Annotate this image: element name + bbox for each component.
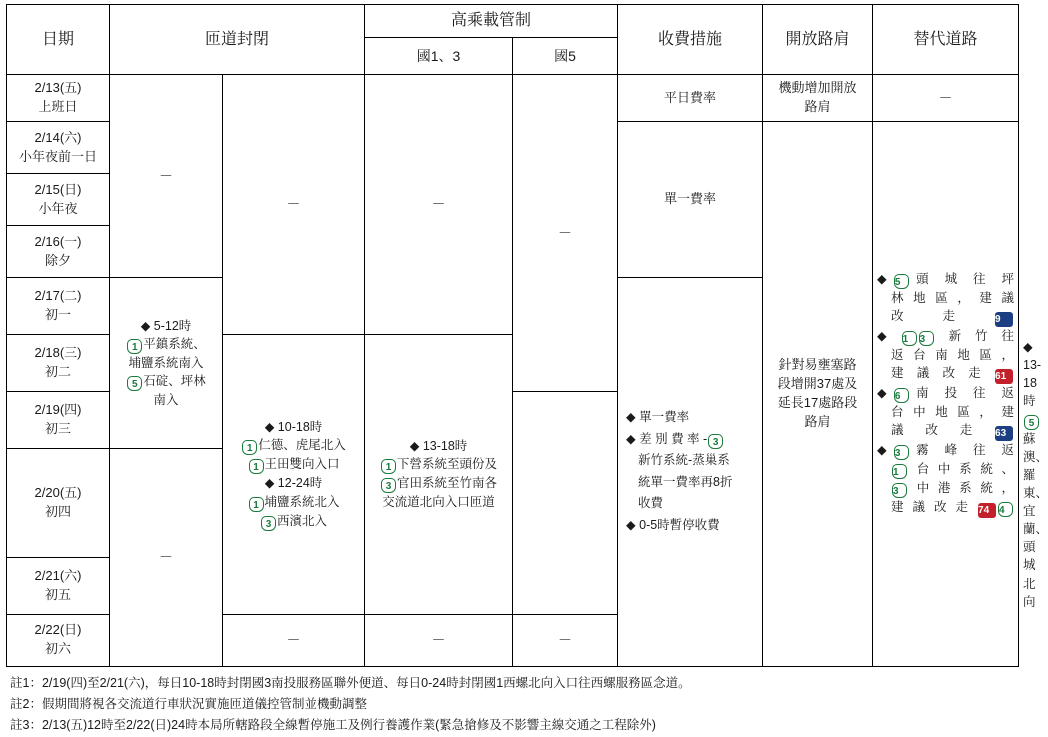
- hov1-top: －: [365, 75, 513, 335]
- footnote-2: 註2：假期間將視各交流道行車狀況實施匝道儀控管制並機動調整: [10, 697, 367, 711]
- footnote-1: 註1：2/19(四)至2/21(六)，每日10-18時封閉國3南投服務區聯外便道、每日0-24時封閉國1西螺北向入口往西螺服務區念道。: [10, 675, 691, 690]
- provincial-route-63-icon: 63: [995, 426, 1013, 441]
- alt-item-3: ◆ 6 南 投 往 返 台 中 地 區 ， 建 議改走63: [877, 385, 1015, 440]
- header-ramp-closure: 匝道封閉: [110, 5, 365, 75]
- row-date-cell: 2/22(日) 初六: [7, 614, 110, 666]
- alternate-route-list: [873, 122, 1019, 667]
- footnotes: [6, 673, 1018, 737]
- footnote-3: 註3：2/13(五)12時至2/22(日)24時本局所轄路段全線暫停施工及例行養護作業(緊急搶修及不影響主線交通之工程除外): [10, 718, 656, 733]
- hov1-bottom: －: [365, 614, 513, 666]
- national-route-5-icon: 5: [894, 274, 909, 289]
- expressway-61-icon: 61: [995, 369, 1013, 384]
- header-hov-national-1-3: 國1、3: [365, 38, 513, 75]
- national-route-3-icon: 3: [894, 445, 909, 460]
- national-route-5-icon: 5: [127, 376, 142, 391]
- national-route-5-icon: 5: [1024, 415, 1039, 430]
- national-route-1-icon: 1: [381, 459, 396, 474]
- shoulder-rest: 針對易壅塞路 段增開37處及 延長17處路段 路肩: [763, 122, 873, 667]
- table-row: 2/18(三) 初二 ◆ 10-18時 1 仁德、虎尾北入 1 王田雙向入口 ◆ 12-24時 1 埔鹽系統北入 3 西濱北入 ◆ 13-18時 1 下營系統至頭份及 3 官田系統至竹南各 交流道北向入口匝道 ◆ 13-18時 5蘇澳、羅 東、宜蘭、頭 城北向: [7, 335, 1019, 392]
- row-date-cell: 2/19(四) 初三: [7, 392, 110, 449]
- ramp-col2-detail: ◆ 10-18時 1 仁德、虎尾北入 1 王田雙向入口 ◆ 12-24時 1 埔鹽系統北入 3 西濱北入: [223, 335, 365, 615]
- provincial-route-9-icon: 9: [995, 312, 1013, 327]
- ramp-col1-detail: ◆ 5-12時 1 平鎮系統、 埔鹽系統南入 5 石碇、坪林 南入: [110, 278, 223, 449]
- national-route-3-icon: 3: [261, 516, 276, 531]
- national-route-6-icon: 6: [894, 388, 909, 403]
- toll-single-rate: 單一費率: [618, 122, 763, 278]
- national-route-4-icon: 4: [998, 502, 1013, 517]
- row-date-cell: 2/17(二) 初一: [7, 278, 110, 335]
- national-route-1-icon: 1: [902, 331, 917, 346]
- shoulder-row1: 機動增加開放 路肩: [763, 75, 873, 122]
- header-alternate-route: 替代道路: [873, 5, 1019, 75]
- national-route-1-icon: 1: [892, 464, 907, 479]
- national-route-3-icon: 3: [708, 434, 723, 449]
- row-date-cell: 2/14(六) 小年夜前一日: [7, 122, 110, 174]
- header-toll: 收費措施: [618, 5, 763, 75]
- toll-detail: ◆ 單一費率 ◆ 差 別 費 率 - 3 新竹系統-蒸巢系 統單一費率再8折 收費 ◆ 0-5時暫停收費: [618, 278, 763, 667]
- header-hov: 高乘載管制: [365, 5, 618, 38]
- ramp-col2-top: －: [223, 75, 365, 335]
- holiday-traffic-schedule-table: [6, 4, 1048, 667]
- national-route-3-icon: 3: [381, 478, 396, 493]
- alternate-row1: －: [873, 75, 1019, 122]
- alt-item-2: ◆ 1 3 新竹往 返台南地區， 建議改走61: [877, 328, 1015, 382]
- header-shoulder: 開放路肩: [763, 5, 873, 75]
- row-date-cell: 2/18(三) 初二: [7, 335, 110, 392]
- ramp-col1-top: －: [110, 75, 223, 278]
- row-date-cell: 2/16(一) 除夕: [7, 226, 110, 278]
- row-date-cell: 2/13(五) 上班日: [7, 75, 110, 122]
- table-row: [7, 75, 1019, 122]
- hov2-top: －: [513, 75, 618, 392]
- national-route-1-icon: 1: [249, 459, 264, 474]
- row-date-cell: 2/20(五) 初四: [7, 449, 110, 558]
- national-route-3-icon: 3: [919, 331, 934, 346]
- table-body: [7, 75, 1048, 667]
- ramp-col1-bottom: －: [110, 449, 223, 667]
- national-route-1-icon: 1: [127, 339, 142, 354]
- toll-weekday-rate: 平日費率: [618, 75, 763, 122]
- hov1-detail: ◆ 13-18時 1 下營系統至頭份及 3 官田系統至竹南各 交流道北向入口匝道: [365, 335, 513, 615]
- national-route-3-icon: 3: [892, 483, 907, 498]
- hov2-bottom: －: [513, 614, 618, 666]
- ramp-col2-bottom: －: [223, 614, 365, 666]
- row-date-cell: 2/15(日) 小年夜: [7, 174, 110, 226]
- expressway-74-icon: 74: [978, 503, 996, 518]
- alt-item-1: ◆ 5 頭 城 往 坪 林地區，建議 改走9: [877, 271, 1015, 325]
- table-header: [7, 5, 1019, 75]
- row-date-cell: 2/21(六) 初五: [7, 557, 110, 614]
- header-date: 日期: [7, 5, 110, 75]
- national-route-1-icon: 1: [242, 440, 257, 455]
- alt-item-4: ◆ 3 霧 峰 往 返 1 台中系統、 3 中港系統， 建議改走74 4: [877, 443, 1015, 517]
- header-hov-national-5: 國5: [513, 38, 618, 75]
- national-route-1-icon: 1: [249, 497, 264, 512]
